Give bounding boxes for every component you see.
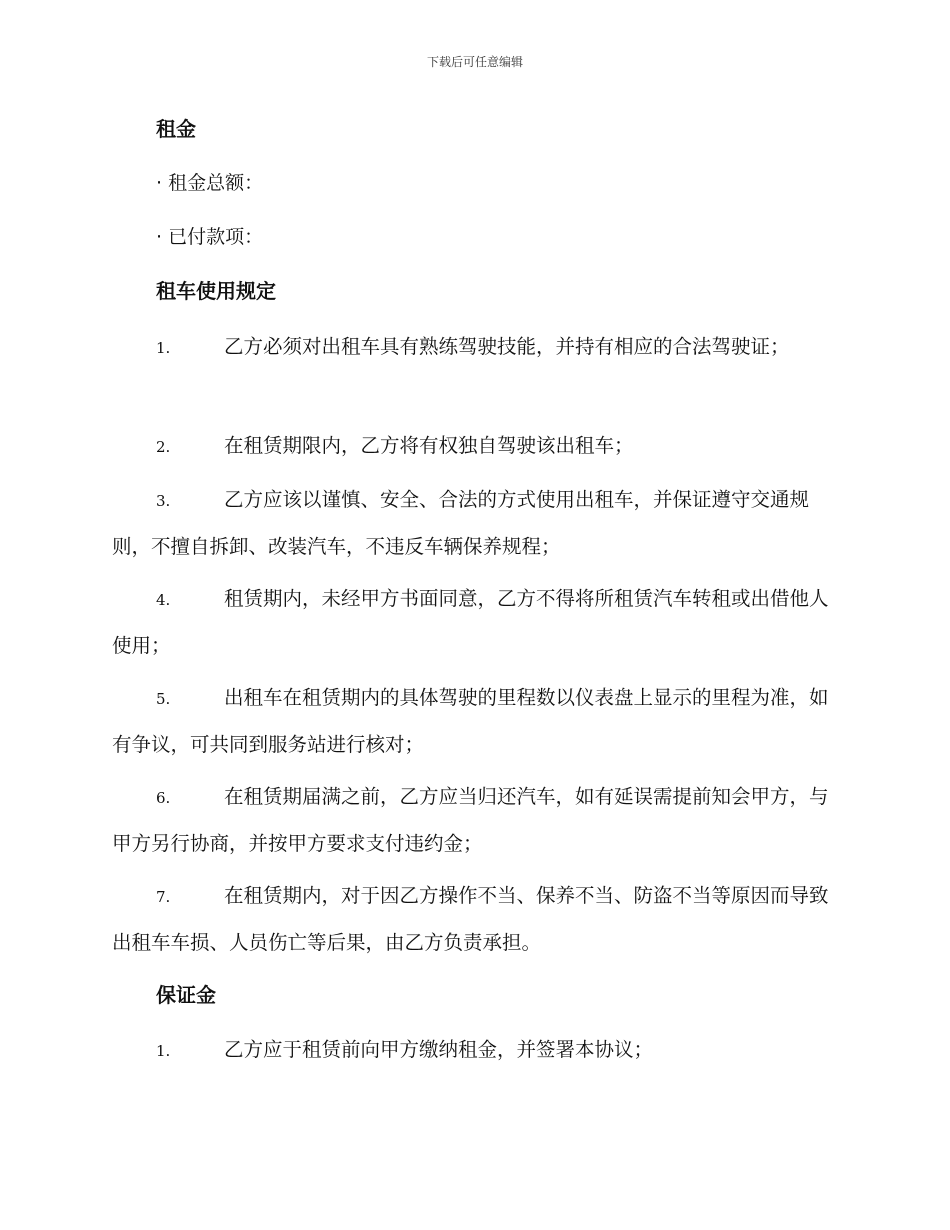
paid-items-label: · 已付款项： (156, 226, 264, 248)
rule-number: 6. (156, 789, 171, 807)
deposit-heading: 保证金 (156, 983, 216, 1007)
rule-number: 5. (156, 690, 171, 708)
rule-item-2 (112, 423, 834, 470)
rule-number: 1. (156, 339, 171, 357)
rent-heading: 租金 (156, 117, 196, 141)
rule-number: 7. (156, 888, 171, 906)
rule-text: 乙方应该以谨慎、安全、合法的方式使用出租车，并保证遵守交通规则，不擅自拆卸、改装汽车，不违反车辆保养规程； (112, 488, 810, 558)
rule-text: 租赁期内，未经甲方书面同意，乙方不得将所租赁汽车转租或出借他人使用； (112, 587, 829, 657)
rule-text: 在租赁期届满之前，乙方应当归还汽车，如有延误需提前知会甲方，与甲方另行协商，并按甲方要求支付违约金； (112, 785, 829, 855)
rule-item-6 (112, 774, 834, 866)
rule-text: 乙方必须对出租车具有熟练驾驶技能，并持有相应的合法驾驶证； (224, 335, 790, 358)
rule-text: 在租赁期内，对于因乙方操作不当、保养不当、防盗不当等原因而导致出租车车损、人员伤亡等后果，由乙方负责承担。 (112, 884, 829, 954)
rule-item-3 (112, 477, 834, 569)
deposit-text: 乙方应于租赁前向甲方缴纳租金，并签署本协议； (224, 1038, 654, 1061)
rule-item-1 (112, 324, 834, 371)
rule-text: 出租车在租赁期内的具体驾驶的里程数以仪表盘上显示的里程为准，如有争议，可共同到服务站进行核对； (112, 686, 829, 756)
deposit-item-1 (112, 1027, 834, 1074)
rent-total-label: · 租金总额： (156, 172, 264, 194)
rule-text: 在租赁期限内，乙方将有权独自驾驶该出租车； (224, 434, 634, 457)
page-header: 下载后可任意编辑 (426, 55, 523, 69)
deposit-number: 1. (156, 1042, 171, 1060)
rule-number: 3. (156, 492, 171, 510)
rules-heading: 租车使用规定 (156, 279, 276, 303)
rule-number: 4. (156, 591, 171, 609)
rule-item-5 (112, 675, 834, 767)
rule-item-4 (112, 576, 834, 668)
rule-number: 2. (156, 438, 171, 456)
rule-item-7 (112, 873, 834, 965)
